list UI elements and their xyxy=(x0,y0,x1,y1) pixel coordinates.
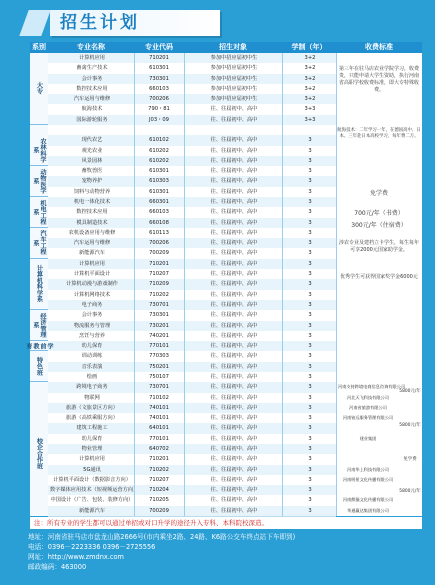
cell-code: 700209 xyxy=(149,507,169,514)
cell-code: 710202 xyxy=(149,466,169,473)
cell-major: 幼儿保育 xyxy=(81,435,103,442)
cell-target: 参加中招应届初中生 xyxy=(210,65,258,72)
cell-code: 750201 xyxy=(149,363,169,370)
table-row xyxy=(30,423,422,433)
category-label: 经济管理系 xyxy=(30,310,48,341)
header-fee: 收费标准 xyxy=(365,43,393,51)
table-row xyxy=(30,259,422,269)
cell-code: 740201 xyxy=(149,332,169,339)
cell-target: 往、往届初中、高中 xyxy=(210,394,258,401)
cell-code: 750107 xyxy=(149,373,169,380)
cell-target: 往、往届初中、高中 xyxy=(210,312,258,319)
cell-code: 730701 xyxy=(149,301,169,308)
cell-code: 700209 xyxy=(149,250,169,257)
column-divider xyxy=(336,53,337,516)
cell-years: 3 xyxy=(308,404,312,411)
cell-target: 往、往届初中、高中 xyxy=(210,209,258,216)
cell-major: 汽车运用与维修 xyxy=(73,96,111,103)
table-body xyxy=(25,53,422,516)
fee-subsidy: 涉农专业及建档立卡学生，每生每年可享2000元国家助学金。 xyxy=(338,240,419,253)
table-row xyxy=(30,413,422,423)
cell-major: 旅游（文旅景区方向） xyxy=(66,404,118,411)
cell-partner: 河南明景文化传播有限公司 xyxy=(342,476,394,482)
cell-partner: 华通赢达集团有限公司 xyxy=(347,507,389,513)
cell-major: 宠物养护 xyxy=(81,178,103,185)
cell-years: 3 xyxy=(308,260,312,267)
cell-target: 往、往届初中、高中 xyxy=(210,271,258,278)
cell-years: 3+2 xyxy=(304,96,316,103)
cell-code: 770101 xyxy=(149,435,169,442)
header-major: 专业名称 xyxy=(77,43,105,51)
cell-major: 幼儿保育 xyxy=(81,343,103,350)
fee-5800-a: 5800元/年 xyxy=(399,389,421,394)
cell-code: J03・09 xyxy=(149,116,169,123)
cell-target: 往、往届初中、高中 xyxy=(210,199,258,206)
cell-major: 会计事务 xyxy=(81,312,103,319)
cell-target: 往、往届初中、高中 xyxy=(210,157,258,164)
cell-years: 3 xyxy=(308,301,312,308)
cell-target: 往、往届初中、高中 xyxy=(210,435,258,442)
cell-years: 3 xyxy=(308,353,312,360)
cell-code: 770303 xyxy=(149,353,169,360)
cell-code: 710209 xyxy=(149,281,169,288)
cell-target: 往、往届初中、高中 xyxy=(210,343,258,350)
cell-target: 往、往届初中、高中 xyxy=(210,332,258,339)
fee-dorm: 300元/年（住宿费） xyxy=(351,222,407,229)
cell-years: 3 xyxy=(308,199,312,206)
fee-5800-b: 5800元/年 xyxy=(399,423,421,428)
table-row xyxy=(30,53,422,63)
table-row xyxy=(30,382,422,392)
cell-code: 710201 xyxy=(149,260,169,267)
cell-major: 物联网 xyxy=(84,394,100,401)
table-row xyxy=(30,197,422,207)
cell-years: 3 xyxy=(308,147,312,154)
cell-target: 往、往届初中、高中 xyxy=(210,219,258,226)
cell-years: 3 xyxy=(308,487,312,494)
cell-years: 3 xyxy=(308,240,312,247)
cell-years: 3+2 xyxy=(304,85,316,92)
cell-target: 往、往届初中、高中 xyxy=(210,425,258,432)
cell-target: 参加中招应届初中生 xyxy=(210,96,258,103)
table-header xyxy=(30,42,422,53)
table-row xyxy=(30,290,422,300)
table-row xyxy=(30,495,422,505)
cell-major: 国际游轮服务 xyxy=(76,116,108,123)
cell-years: 3 xyxy=(308,445,312,452)
cell-target: 往、往届初中、高中 xyxy=(210,229,258,236)
category-label: 大专 xyxy=(30,53,48,125)
cell-years: 3 xyxy=(308,456,312,463)
cell-years: 3+2 xyxy=(304,75,316,82)
cell-code: 710201 xyxy=(149,456,169,463)
cell-partner: 河南支持跨境电商信息咨询有限公司 xyxy=(338,384,406,390)
cell-code: 610301 xyxy=(149,188,169,195)
cell-partner: 河南熊猫文化传播有限公司 xyxy=(342,497,394,503)
table-row xyxy=(30,321,422,331)
cell-years: 3+3 xyxy=(304,116,316,123)
table-row xyxy=(30,300,422,310)
cell-target: 参加中招应届初中生 xyxy=(210,55,258,61)
category-label: 特色班 xyxy=(30,351,48,382)
cell-code: 610102 xyxy=(149,137,169,144)
cell-major: 物流服务与管理 xyxy=(73,322,111,329)
cell-code: 710201 xyxy=(149,55,169,61)
table-row xyxy=(30,156,422,166)
fee-free-2: 免学费 xyxy=(403,457,417,462)
cell-years: 3+3 xyxy=(304,106,316,113)
cell-code: 610301 xyxy=(149,168,169,175)
cell-major: 训动训练 xyxy=(81,353,103,360)
fee-hanghai: 航海技术：二年学习一年，在德国高中、日本、三年赴日本高校学习，每年费二万。 xyxy=(337,128,421,139)
cell-years: 3 xyxy=(308,178,312,185)
cell-target: 往、往届初中、高中 xyxy=(210,507,258,514)
cell-years: 3 xyxy=(308,168,312,175)
cell-target: 往、往届初中、高中 xyxy=(210,240,258,247)
cell-target: 往、往届初中、高中 xyxy=(210,466,258,473)
address: 地址：河南省驻马店市盘龙山路2666号(市内乘坐2路、24路、K6路公交车终点站下车即到) xyxy=(28,533,296,541)
column-divider xyxy=(184,53,185,516)
cell-code: 700206 xyxy=(149,240,169,247)
cell-partner: 河南省旅游有限公司 xyxy=(349,404,387,410)
table-row xyxy=(30,444,422,454)
cell-target: 往、往届初中、高中 xyxy=(210,137,258,144)
cell-code: 640702 xyxy=(149,445,169,452)
cell-major: 音乐表演 xyxy=(81,363,103,370)
cell-years: 3 xyxy=(308,209,312,216)
table-row xyxy=(30,434,422,444)
cell-major: 计算机动漫与游戏制作 xyxy=(66,281,118,288)
header-code: 专业代码 xyxy=(145,43,173,51)
cell-years: 3 xyxy=(308,157,312,164)
cell-code: 710204 xyxy=(149,487,169,494)
cell-years: 3 xyxy=(308,425,312,432)
cell-code: 660103 xyxy=(149,209,169,216)
cell-major: 绘画 xyxy=(86,373,98,380)
cell-years: 3 xyxy=(308,188,312,195)
cell-major: 旅游（高铁乘服方向） xyxy=(66,415,118,422)
category-label: 校企合作班 xyxy=(30,382,48,526)
phone: 电话：0396－2223336 0396－2725556 xyxy=(28,543,156,551)
cell-code: 710205 xyxy=(149,497,169,504)
cell-target: 往、往届初中、高中 xyxy=(210,291,258,298)
cell-years: 3 xyxy=(308,322,312,329)
table-row xyxy=(30,485,422,495)
cell-code: 610303 xyxy=(149,178,169,185)
cell-partner: 建业集团 xyxy=(359,435,377,441)
cell-target: 往、往届初中、高中 xyxy=(210,353,258,360)
cell-years: 3 xyxy=(308,435,312,442)
website-link[interactable]: 网址：http://www.zmdnx.com xyxy=(28,553,124,561)
banner-title: 招生计划 xyxy=(60,13,140,33)
cell-years: 3 xyxy=(308,466,312,473)
cell-code: 610113 xyxy=(149,229,169,236)
cell-major: 计算机应用 xyxy=(79,55,105,61)
cell-target: 往、往届初中、高中 xyxy=(210,168,258,175)
cell-years: 3 xyxy=(308,507,312,514)
category-label: 计算机科学系 xyxy=(30,259,48,310)
table-row xyxy=(30,341,422,351)
cell-major: 计算机平面设计（数据影音方向） xyxy=(53,476,131,483)
cell-target: 往、往届初中、高中 xyxy=(210,415,258,422)
cell-major: 汽车运用与维修 xyxy=(73,240,111,247)
fee-award: 优秀学生可获得国家奖学金6000元 xyxy=(340,274,418,280)
cell-code: 730201 xyxy=(149,322,169,329)
cell-target: 往、往届初中、高中 xyxy=(210,404,258,411)
cell-years: 3 xyxy=(308,384,312,391)
cell-major: 畜禽生产技术 xyxy=(76,65,108,72)
cell-years: 3 xyxy=(308,363,312,370)
cell-target: 往、往届初中、高中 xyxy=(210,281,258,288)
table-row xyxy=(30,310,422,320)
table-row xyxy=(30,475,422,485)
banner-decoration xyxy=(19,10,50,36)
cell-major: 建筑工程施工 xyxy=(76,425,108,432)
cell-code: 710202 xyxy=(149,291,169,298)
cell-major: 计算机应用 xyxy=(79,456,105,463)
title-banner xyxy=(50,10,220,36)
cell-years: 3+2 xyxy=(304,65,316,72)
cell-major: 模具制造技术 xyxy=(76,219,108,226)
table-row xyxy=(30,454,422,464)
category-label: 汽车工程系 xyxy=(30,228,48,259)
cell-years: 3 xyxy=(308,312,312,319)
cell-code: 660103 xyxy=(149,85,169,92)
cell-partner: 河北天飞科技有限公司 xyxy=(347,394,389,400)
cell-years: 3+2 xyxy=(304,55,316,61)
cell-code: 710207 xyxy=(149,271,169,278)
fee-free: 免学费 xyxy=(369,190,388,197)
cell-target: 参加中招应届初中生 xyxy=(210,85,258,92)
category-label: 前教育 xyxy=(30,341,48,351)
cell-code: 640101 xyxy=(149,425,169,432)
cell-target: 往、往届初中、高中 xyxy=(210,147,258,154)
cell-target: 往、往届初中、高中 xyxy=(210,188,258,195)
cell-major: 会计事务 xyxy=(81,75,103,82)
cell-major: 现代农艺 xyxy=(81,137,103,144)
header-dept: 系别 xyxy=(32,43,46,51)
cell-years: 3 xyxy=(308,291,312,298)
cell-code: 740101 xyxy=(149,404,169,411)
cell-years: 3 xyxy=(308,332,312,339)
cell-major: 风景园林 xyxy=(81,157,103,164)
cell-target: 往、往届初中、高中 xyxy=(210,322,258,329)
table-row xyxy=(30,372,422,382)
cell-code: 790・81 xyxy=(148,106,170,113)
table-row xyxy=(30,362,422,372)
table-row xyxy=(30,104,422,114)
table-row xyxy=(30,351,422,361)
cell-target: 往、往届初中、高中 xyxy=(210,363,258,370)
cell-code: 660301 xyxy=(149,199,169,206)
table-row xyxy=(30,166,422,176)
table-row xyxy=(30,403,422,413)
cell-years: 3 xyxy=(308,394,312,401)
cell-years: 3 xyxy=(308,476,312,483)
cell-code: 740101 xyxy=(149,415,169,422)
cell-years: 3 xyxy=(308,373,312,380)
cell-major: 畜牧兽医 xyxy=(81,168,103,175)
cell-major: 观光农业 xyxy=(81,147,103,154)
cell-major: 电子商务 xyxy=(81,301,103,308)
cell-major: 数控技术应用 xyxy=(76,85,108,92)
table-row xyxy=(30,176,422,186)
category-label: 动物医学系 xyxy=(30,166,48,197)
cell-target: 往、往届初中、高中 xyxy=(210,384,258,391)
cell-code: 710102 xyxy=(149,394,169,401)
table-row xyxy=(30,228,422,238)
cell-major: 计算机平面设计 xyxy=(73,271,111,278)
cell-code: 610301 xyxy=(149,65,169,72)
cell-major: 机电一体化技术 xyxy=(73,199,111,206)
table-row xyxy=(30,331,422,341)
cell-major: 跨境电子商务 xyxy=(76,384,108,391)
fee-5800-c: 5800元/年 xyxy=(399,489,421,494)
cell-target: 往、往届初中、高中 xyxy=(210,260,258,267)
cell-years: 3 xyxy=(308,415,312,422)
cell-partner: 河南铂远服务管理有限公司 xyxy=(342,415,394,421)
cell-major: 烹饪与营养 xyxy=(79,332,105,339)
table-row xyxy=(30,393,422,403)
cell-target: 往、往届初中、高中 xyxy=(210,116,258,123)
cell-years: 3 xyxy=(308,250,312,257)
zipcode: 邮政编码：463000 xyxy=(28,563,87,571)
cell-target: 往、往届初中、高中 xyxy=(210,476,258,483)
cell-code: 610202 xyxy=(149,157,169,164)
table-row xyxy=(30,506,422,516)
cell-target: 往、往届初中、高中 xyxy=(210,497,258,504)
cell-major: 计算机网络技术 xyxy=(73,291,111,298)
cell-major: 计算机应用 xyxy=(79,260,105,267)
cell-code: 610202 xyxy=(149,147,169,154)
cell-years: 3 xyxy=(308,343,312,350)
cell-code: 730701 xyxy=(149,384,169,391)
cell-code: 660108 xyxy=(149,219,169,226)
cell-major: 5G通讯 xyxy=(83,466,101,473)
cell-major: 新能源汽车 xyxy=(79,250,105,257)
cell-target: 往、往届初中、高中 xyxy=(210,250,258,257)
cell-major: 数控技术应用 xyxy=(76,209,108,216)
cell-major: 数字媒体应用技术（短视频运营方向） xyxy=(50,487,139,494)
cell-years: 3 xyxy=(308,219,312,226)
cell-years: 3 xyxy=(308,497,312,504)
cell-years: 3 xyxy=(308,137,312,144)
column-divider xyxy=(134,53,135,516)
cell-major: 航海技术 xyxy=(81,106,103,113)
cell-target: 往、往届初中、高中 xyxy=(210,445,258,452)
cell-years: 3 xyxy=(308,281,312,288)
category-label: 机电工程系 xyxy=(30,197,48,228)
enrollment-table xyxy=(25,42,422,516)
footnote: 注：所有专业的学生都可以通过单招或对口升学的途径升入专科、本科院校深造。 xyxy=(30,517,422,529)
cell-target: 往、往届初中、高中 xyxy=(210,178,258,185)
fee-dazhuan: 第三年在驻马店农业学院学习，收费贵，只能申请大学生资助，执行河南省高职学校收费标准，即大专特殊收费。 xyxy=(338,66,419,93)
cell-code: 730301 xyxy=(149,312,169,319)
cell-major: 饲料与动物营养 xyxy=(73,188,111,195)
header-years: 学制（年） xyxy=(291,43,327,51)
cell-target: 往、往届初中、高中 xyxy=(210,373,258,380)
cell-target: 往、往届初中、高中 xyxy=(210,487,258,494)
cell-major: 新能源汽车 xyxy=(79,507,105,514)
cell-major: 中国设计（广告、包装、装修方向） xyxy=(50,497,134,504)
table-row xyxy=(30,115,422,125)
table-row xyxy=(30,146,422,156)
contact-footer xyxy=(28,532,428,572)
cell-code: 700206 xyxy=(149,96,169,103)
cell-target: 往、往届初中、高中 xyxy=(210,456,258,463)
table-row xyxy=(30,94,422,104)
category-label: 农林科学系 xyxy=(30,135,48,166)
cell-partner: 河南华上科技有限公司 xyxy=(347,466,389,472)
cell-code: 710207 xyxy=(149,476,169,483)
cell-major: 农机设备应用与维修 xyxy=(68,229,116,236)
cell-code: 770101 xyxy=(149,343,169,350)
cell-target: 往、往届初中、高中 xyxy=(210,106,258,113)
header-target: 招生对象 xyxy=(219,43,247,51)
fee-book: 700元/年（书费） xyxy=(354,210,404,217)
cell-target: 参加中招应届初中生 xyxy=(210,75,258,82)
table-row xyxy=(30,465,422,475)
cell-code: 730301 xyxy=(149,75,169,82)
cell-target: 往、往届初中、高中 xyxy=(210,301,258,308)
cell-years: 3 xyxy=(308,271,312,278)
cell-major: 物业管理 xyxy=(81,445,103,452)
column-divider xyxy=(282,53,283,516)
cell-years: 3 xyxy=(308,229,312,236)
